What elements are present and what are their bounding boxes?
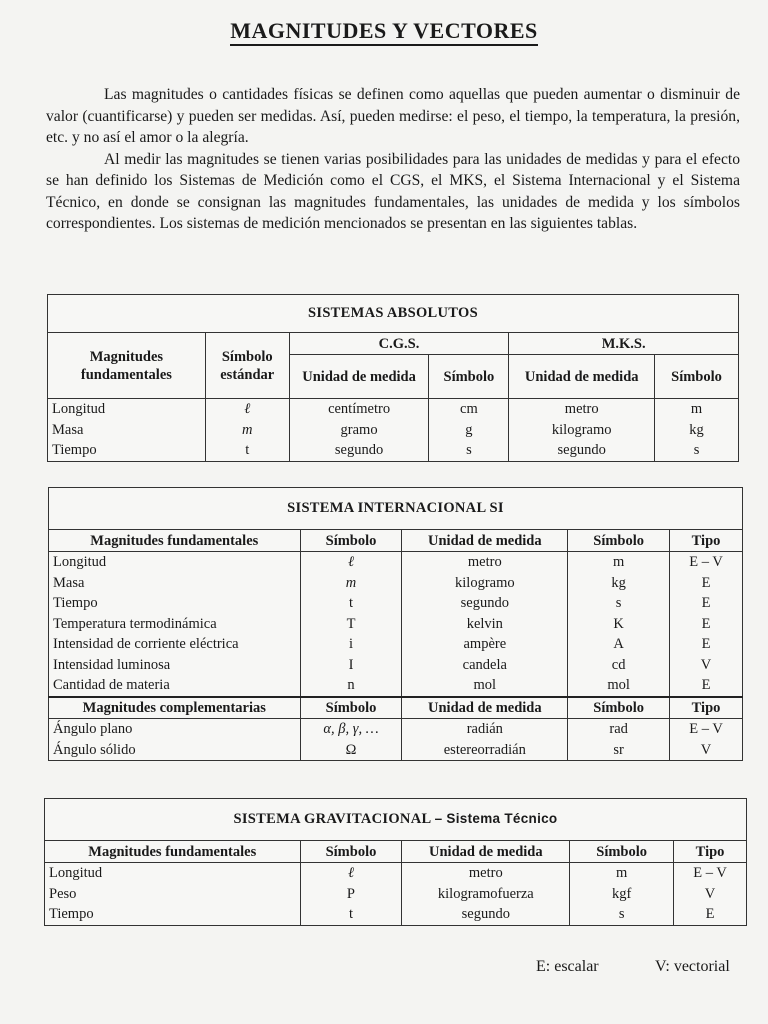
header-simbolo-estandar: Símbolo estándar [205, 333, 289, 399]
cell-tipo: E [670, 634, 743, 655]
table-title [45, 799, 747, 841]
table-row [49, 614, 743, 635]
cell-unidad: metro [402, 552, 568, 573]
cell-unidad: kelvin [402, 614, 568, 635]
cell-simbolo-unidad: kg [568, 573, 670, 594]
cell-simbolo-cgs: g [429, 420, 509, 441]
table-sistemas-absolutos [47, 294, 739, 462]
cell-tipo: V [670, 740, 743, 761]
table-row [45, 884, 747, 905]
cell-tipo: V [674, 884, 747, 905]
cell-magnitud: Tiempo [49, 593, 301, 614]
cell-tipo: E [670, 614, 743, 635]
header-unidad: Unidad de medida [402, 530, 568, 552]
header-tipo: Tipo [674, 841, 747, 863]
table-row [49, 573, 743, 594]
header-magnitudes: Magnitudes fundamentales [49, 530, 301, 552]
table-title: SISTEMA INTERNACIONAL SI [49, 488, 743, 530]
cell-magnitud: Tiempo [45, 904, 301, 925]
cell-tipo: E – V [674, 863, 747, 884]
cell-simbolo-unidad: cd [568, 655, 670, 676]
cell-tipo: E [670, 593, 743, 614]
cell-tipo: E [670, 573, 743, 594]
table-sistema-gravitacional [44, 798, 747, 926]
cell-simbolo: m [300, 573, 402, 594]
page-title: MAGNITUDES Y VECTORES [0, 18, 768, 44]
cell-simbolo-unidad: m [570, 863, 674, 884]
table-row [49, 740, 743, 761]
table-row [48, 420, 739, 441]
table-title: SISTEMAS ABSOLUTOS [48, 295, 739, 333]
cell-unidad: kilogramo [402, 573, 568, 594]
header-magnitudes-complementarias: Magnitudes complementarias [49, 697, 301, 719]
cell-magnitud: Intensidad de corriente eléctrica [49, 634, 301, 655]
cell-magnitud: Ángulo plano [49, 719, 301, 740]
header-simbolo: Símbolo [655, 355, 739, 399]
table-row [49, 675, 743, 697]
header-unidad: Unidad de medida [402, 697, 568, 719]
table-row [45, 863, 747, 884]
cell-unidad: segundo [402, 904, 570, 925]
cell-simbolo: m [205, 420, 289, 441]
table-row [48, 399, 739, 420]
cell-magnitud: Masa [48, 420, 206, 441]
cell-magnitud: Cantidad de materia [49, 675, 301, 697]
cell-unidad: radián [402, 719, 568, 740]
header-simbolo: Símbolo [300, 697, 402, 719]
cell-unidad: segundo [402, 593, 568, 614]
cell-simbolo: n [300, 675, 402, 697]
legend-escalar: E: escalar [536, 958, 599, 975]
cell-tipo: E – V [670, 552, 743, 573]
header-magnitudes: Magnitudes fundamentales [48, 333, 206, 399]
header-unidad: Unidad de medida [509, 355, 655, 399]
cell-simbolo: I [300, 655, 402, 676]
intro-text [46, 84, 740, 235]
cell-simbolo: i [300, 634, 402, 655]
cell-unidad-mks: kilogramo [509, 420, 655, 441]
cell-simbolo: ℓ [300, 863, 402, 884]
cell-unidad: mol [402, 675, 568, 697]
cell-simbolo: ℓ [300, 552, 402, 573]
header-simbolo: Símbolo [300, 841, 402, 863]
cell-simbolo: Ω [300, 740, 402, 761]
header-unidad: Unidad de medida [289, 355, 429, 399]
cell-simbolo: t [300, 904, 402, 925]
header-magnitudes: Magnitudes fundamentales [45, 841, 301, 863]
cell-simbolo: P [300, 884, 402, 905]
cell-unidad: kilogramofuerza [402, 884, 570, 905]
cell-magnitud: Tiempo [48, 440, 206, 461]
cell-tipo: V [670, 655, 743, 676]
cell-simbolo-mks: s [655, 440, 739, 461]
header-simbolo: Símbolo [568, 530, 670, 552]
cell-simbolo-unidad: kgf [570, 884, 674, 905]
table-row [45, 904, 747, 925]
cell-simbolo-unidad: s [568, 593, 670, 614]
cell-unidad-cgs: gramo [289, 420, 429, 441]
cell-simbolo: T [300, 614, 402, 635]
header-simbolo: Símbolo [570, 841, 674, 863]
cell-simbolo-cgs: s [429, 440, 509, 461]
legend-vectorial: V: vectorial [655, 958, 730, 975]
cell-magnitud: Longitud [48, 399, 206, 420]
table-row [49, 634, 743, 655]
header-tipo: Tipo [670, 530, 743, 552]
cell-magnitud: Masa [49, 573, 301, 594]
cell-unidad: candela [402, 655, 568, 676]
cell-simbolo: α, β, γ, … [300, 719, 402, 740]
cell-unidad: ampère [402, 634, 568, 655]
cell-magnitud: Temperatura termodinámica [49, 614, 301, 635]
cell-unidad: estereorradián [402, 740, 568, 761]
cell-tipo: E [674, 904, 747, 925]
cell-simbolo-unidad: K [568, 614, 670, 635]
cell-unidad-cgs: segundo [289, 440, 429, 461]
cell-simbolo-mks: kg [655, 420, 739, 441]
cell-unidad-cgs: centímetro [289, 399, 429, 420]
header-simbolo: Símbolo [300, 530, 402, 552]
cell-simbolo: t [205, 440, 289, 461]
table-sistema-internacional [48, 487, 743, 761]
cell-unidad-mks: segundo [509, 440, 655, 461]
cell-simbolo: t [300, 593, 402, 614]
table-title-sub: – Sistema Técnico [434, 811, 558, 826]
table-row [48, 440, 739, 461]
table-title-main: SISTEMA GRAVITACIONAL [233, 811, 431, 827]
header-simbolo: Símbolo [429, 355, 509, 399]
header-simbolo: Símbolo [568, 697, 670, 719]
cell-simbolo-unidad: m [568, 552, 670, 573]
header-unidad: Unidad de medida [402, 841, 570, 863]
cell-magnitud: Longitud [45, 863, 301, 884]
cell-simbolo-unidad: mol [568, 675, 670, 697]
table-row [49, 655, 743, 676]
cell-simbolo-unidad: rad [568, 719, 670, 740]
cell-simbolo: ℓ [205, 399, 289, 420]
cell-simbolo-unidad: s [570, 904, 674, 925]
cell-tipo: E [670, 675, 743, 697]
cell-unidad-mks: metro [509, 399, 655, 420]
cell-magnitud: Peso [45, 884, 301, 905]
cell-magnitud: Ángulo sólido [49, 740, 301, 761]
cell-unidad: metro [402, 863, 570, 884]
header-mks: M.K.S. [509, 333, 739, 355]
intro-paragraph-1: Las magnitudes o cantidades físicas se definen como aquellas que pueden aumentar o disminuir de valor (cuantificarse) y pueden ser medidas. Así, pueden medirse: el peso, el tiempo, la temperatura, la presión, etc. y no así el amor o la alegría. [46, 86, 740, 146]
cell-magnitud: Longitud [49, 552, 301, 573]
header-tipo: Tipo [670, 697, 743, 719]
table-row [49, 552, 743, 573]
table-row [49, 719, 743, 740]
cell-simbolo-mks: m [655, 399, 739, 420]
cell-simbolo-unidad: sr [568, 740, 670, 761]
cell-simbolo-unidad: A [568, 634, 670, 655]
cell-simbolo-cgs: cm [429, 399, 509, 420]
header-cgs: C.G.S. [289, 333, 509, 355]
table-row [49, 593, 743, 614]
intro-paragraph-2: Al medir las magnitudes se tienen varias posibilidades para las unidades de medidas y para el efecto se han definido los Sistemas de Medición como el CGS, el MKS, el Sistema Internacional y el Sistema Técnico, en donde se consignan las magnitudes fundamentales, las unidades de medida y los símbolos correspondientes. Los sistemas de medición mencionados se presentan en las siguientes tablas. [46, 150, 740, 232]
cell-magnitud: Intensidad luminosa [49, 655, 301, 676]
cell-tipo: E – V [670, 719, 743, 740]
